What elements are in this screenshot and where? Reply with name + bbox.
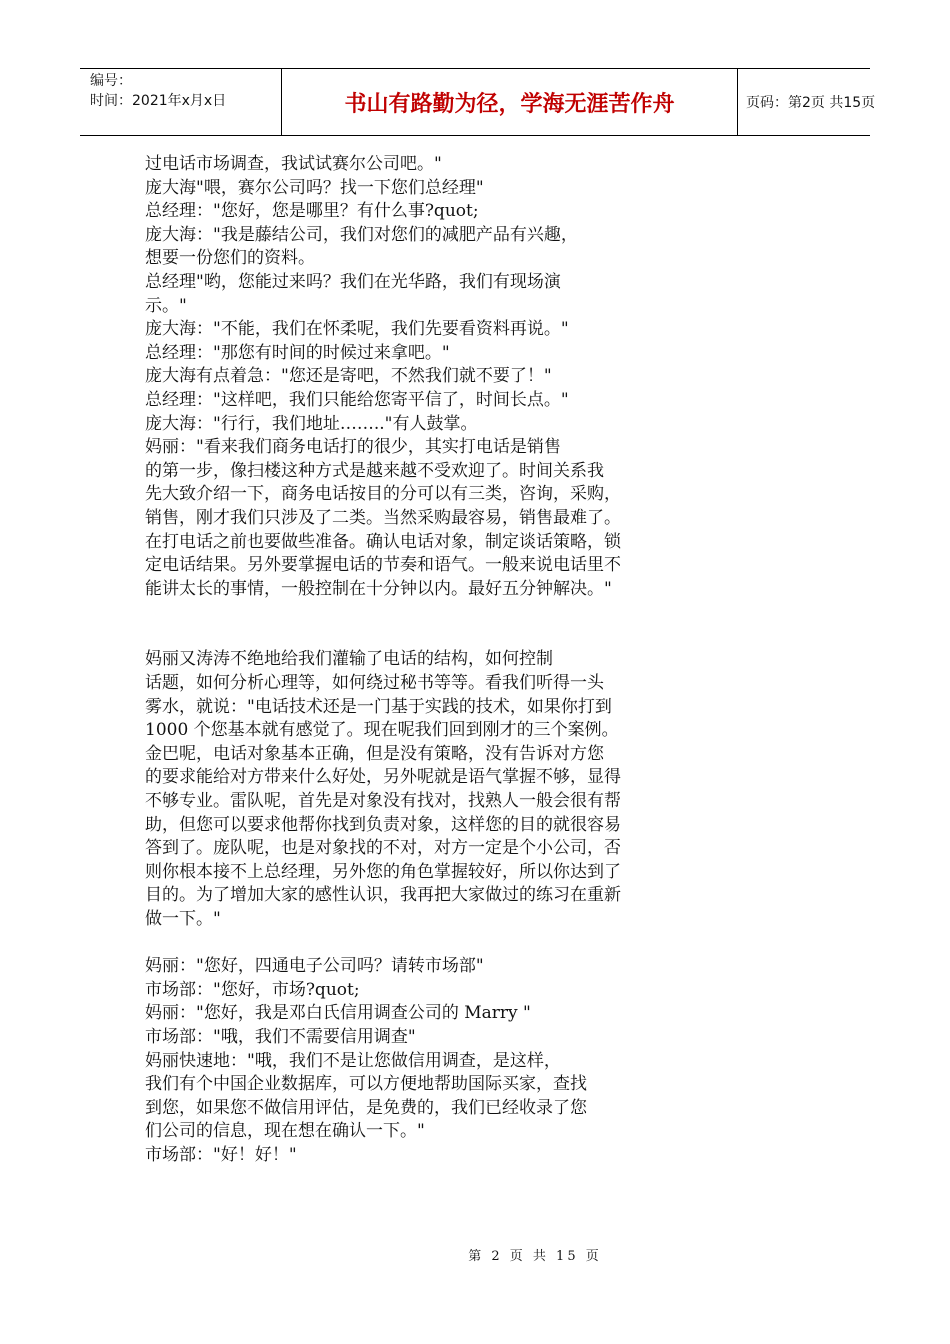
text-line: 妈丽又涛涛不绝地给我们灌输了电话的结构，如何控制 [145, 649, 553, 670]
text-line: 总经理"哟，您能过来吗？我们在光华路，我们有现场演 [145, 271, 561, 292]
text-line: 总经理："您好，您是哪里？有什么事?quot; [145, 201, 479, 222]
text-line: 做一下。" [145, 909, 221, 929]
text-line: 则你根本接不上总经理，另外您的角色掌握较好，所以你达到了 [145, 861, 621, 882]
text-line: 总经理："这样吧，我们只能给您寄平信了，时间长点。" [145, 389, 569, 410]
header-motto-cell [282, 69, 738, 135]
header-meta-cell [80, 69, 282, 135]
document-body [145, 153, 690, 1168]
text-line: 的要求能给对方带来什么好处，另外呢就是语气掌握不够，显得 [145, 767, 621, 788]
text-line: 不够专业。雷队呢，首先是对象没有找对，找熟人一般会很有帮 [145, 791, 621, 812]
header-page-cell [738, 69, 876, 135]
text-line: 到您，如果您不做信用评估，是免费的，我们已经收录了您 [145, 1097, 587, 1118]
text-line: 在打电话之前也要做些准备。确认电话对象，制定谈话策略，锁 [145, 531, 621, 552]
motto-text: 书山有路勤为径，学海无涯苦作舟 [344, 91, 675, 117]
text-line: 妈丽快速地："哦，我们不是让您做信用调查，是这样， [145, 1050, 561, 1071]
text-line: 庞大海有点着急："您还是寄吧，不然我们就不要了！" [145, 366, 552, 387]
text-line: 我们有个中国企业数据库，可以方便地帮助国际买家，查找 [145, 1074, 587, 1095]
text-line: 总经理："那您有时间的时候过来拿吧。" [145, 342, 450, 363]
text-line: 金巴呢，电话对象基本正确，但是没有策略，没有告诉对方您 [145, 743, 604, 764]
date-label: 时间：2021年x月x日 [90, 93, 227, 109]
text-line: 庞大海："行行，我们地址…….."有人鼓掌。 [145, 413, 478, 434]
text-line: 市场部："哦，我们不需要信用调查" [145, 1026, 416, 1047]
text-line: 的第一步，像扫楼这种方式是越来越不受欢迎了。时间关系我 [145, 460, 604, 481]
header-table [80, 68, 876, 136]
text-line: 目的。为了增加大家的感性认识，我再把大家做过的练习在重新 [145, 885, 621, 906]
text-line: 雾水，就说："电话技术还是一门基于实践的技术，如果你打到 [145, 696, 612, 717]
text-line: 想要一份您们的资料。 [145, 248, 315, 269]
text-line: 话题，如何分析心理等，如何绕过秘书等等。看我们听得一头 [145, 673, 604, 694]
text-line: 1000 个您基本就有感觉了。现在呢我们回到刚才的三个案例。 [145, 720, 619, 741]
text-line: 过电话市场调查，我试试赛尔公司吧。" [145, 154, 442, 174]
text-line: 能讲太长的事情，一般控制在十分钟以内。最好五分钟解决。" [145, 578, 612, 599]
text-line: 妈丽："您好，我是邓白氏信用调查公司的 Marry " [145, 1003, 531, 1024]
text-line: 市场部："好！好！" [145, 1144, 297, 1165]
page-label: 页码：第2页 共15页 [746, 95, 876, 111]
text-line: 庞大海："不能，我们在怀柔呢，我们先要看资料再说。" [145, 319, 569, 340]
text-line: 妈丽："您好，四通电子公司吗？请转市场部" [145, 956, 484, 977]
text-line: 示。" [145, 295, 187, 316]
page-footer: 第 2 页 共 15 页 [468, 1249, 602, 1264]
text-line: 妈丽："看来我们商务电话打的很少，其实打电话是销售 [145, 437, 561, 458]
text-line: 们公司的信息，现在想在确认一下。" [145, 1121, 425, 1142]
text-line: 市场部："您好，市场?quot; [145, 979, 360, 1000]
text-line: 庞大海"喂，赛尔公司吗？找一下您们总经理" [145, 177, 484, 198]
text-line: 定电话结果。另外要掌握电话的节奏和语气。一般来说电话里不 [145, 555, 621, 576]
text-line: 助，但您可以要求他帮你找到负责对象，这样您的目的就很容易 [145, 814, 621, 835]
text-line: 庞大海："我是藤结公司，我们对您们的减肥产品有兴趣， [145, 224, 578, 245]
text-line: 答到了。庞队呢，也是对象找的不对，对方一定是个小公司，否 [145, 838, 621, 859]
text-line: 先大致介绍一下，商务电话按目的分可以有三类，咨询，采购， [145, 484, 621, 505]
text-line: 销售，刚才我们只涉及了二类。当然采购最容易，销售最难了。 [145, 507, 621, 528]
number-label: 编号： [90, 73, 132, 89]
